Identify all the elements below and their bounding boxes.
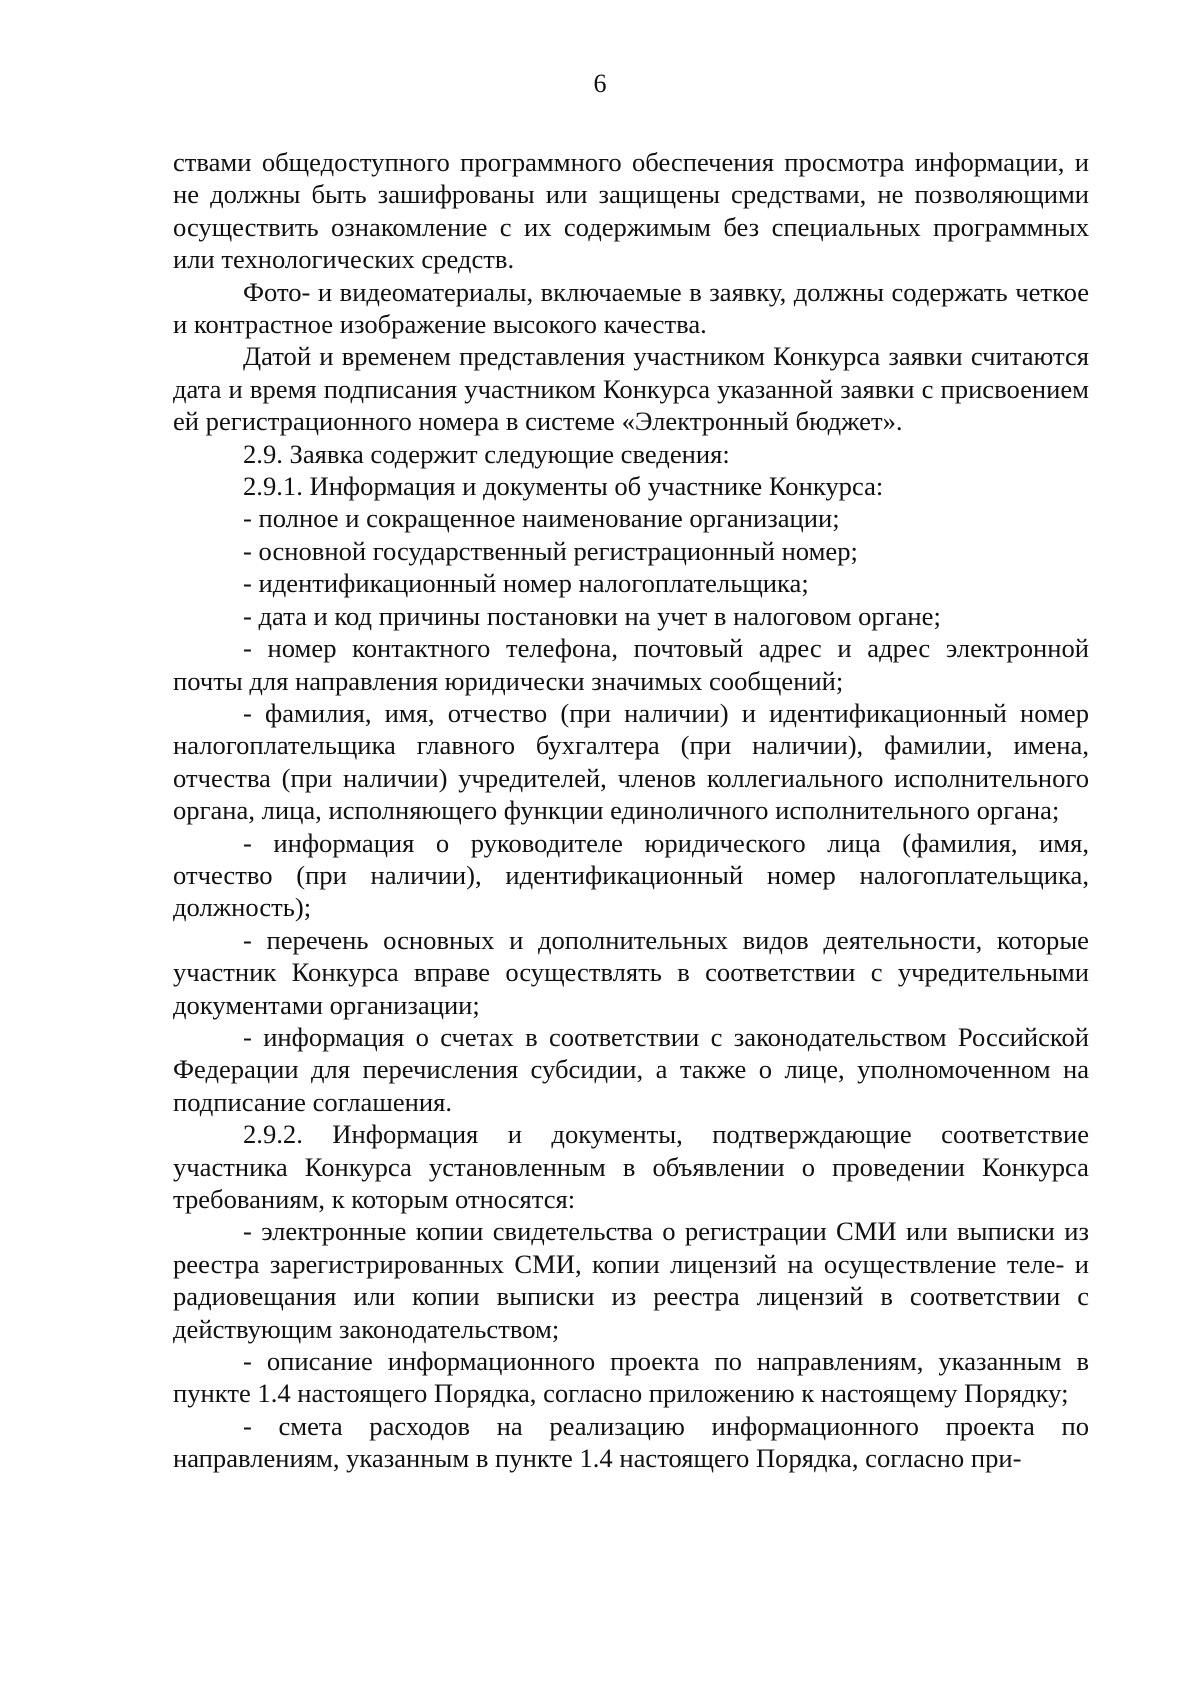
paragraph: - фамилия, имя, отчество (при наличии) и идентификационный номер налогоплательщика главного бухгалтера (при наличии), фамилии, имена, отчества (при наличии) учредителей, членов коллегиального исполнительного органа, лица, исполняющего функции единоличного исполнительного органа; <box>173 697 1089 826</box>
paragraph: 2.9.1. Информация и документы об участнике Конкурса: <box>243 471 884 502</box>
paragraph: Датой и временем представления участником Конкурса заявки считаются дата и время подписания участником Конкурса указанной заявки с присвоением ей регистрационного номера в системе «Электронный бюджет». <box>173 341 1089 437</box>
page-number: 6 <box>593 69 607 98</box>
paragraph: - дата и код причины постановки на учет в налоговом органе; <box>243 600 941 631</box>
paragraph: 2.9. Заявка содержит следующие сведения: <box>243 438 730 469</box>
paragraph: - полное и сокращенное наименование организации; <box>243 503 840 534</box>
paragraph: - электронные копии свидетельства о регистрации СМИ или выписки из реестра зарегистрированных СМИ, копии лицензий на осуществление теле- и радиовещания или копии выписки из реестра лицензий в соответствии с действующим законодательством; <box>173 1216 1089 1344</box>
paragraph: - номер контактного телефона, почтовый адрес и адрес электронной почты для направления юридически значимых сообщений; <box>173 633 1089 696</box>
paragraph: ствами общедоступного программного обеспечения просмотра информации, и не должны быть зашифрованы или защищены средствами, не позволяющими осуществить ознакомление с их содержимым без специальных программных или технологических средств. <box>173 147 1089 275</box>
document-body <box>173 146 1089 1475</box>
paragraph: - перечень основных и дополнительных видов деятельности, которые участник Конкурса вправе осуществлять в соответствии с учредительными документами организации; <box>173 924 1089 1020</box>
paragraph: - смета расходов на реализацию информационного проекта по направлениям, указанным в пункте 1.4 настоящего Порядка, согласно при- <box>173 1410 1089 1474</box>
paragraph: - описание информационного проекта по направлениям, указанным в пункте 1.4 настоящего Порядка, согласно приложению к настоящему Порядку; <box>173 1346 1089 1409</box>
paragraph: - информация о руководителе юридического лица (фамилия, имя, отчество (при наличии), идентификационный номер налогоплательщика, должность); <box>173 827 1089 923</box>
paragraph: - идентификационный номер налогоплательщика; <box>243 568 809 599</box>
paragraph: 2.9.2. Информация и документы, подтверждающие соответствие участника Конкурса установленным в объявлении о проведении Конкурса требованиям, к которым относятся: <box>173 1119 1089 1214</box>
paragraph: - информация о счетах в соответствии с законодательством Российской Федерации для перечисления субсидии, а также о лице, уполномоченном на подписание соглашения. <box>173 1021 1089 1117</box>
paragraph: - основной государственный регистрационный номер; <box>243 535 858 566</box>
paragraph: Фото- и видеоматериалы, включаемые в заявку, должны содержать четкое и контрастное изображение высокого качества. <box>173 276 1089 340</box>
